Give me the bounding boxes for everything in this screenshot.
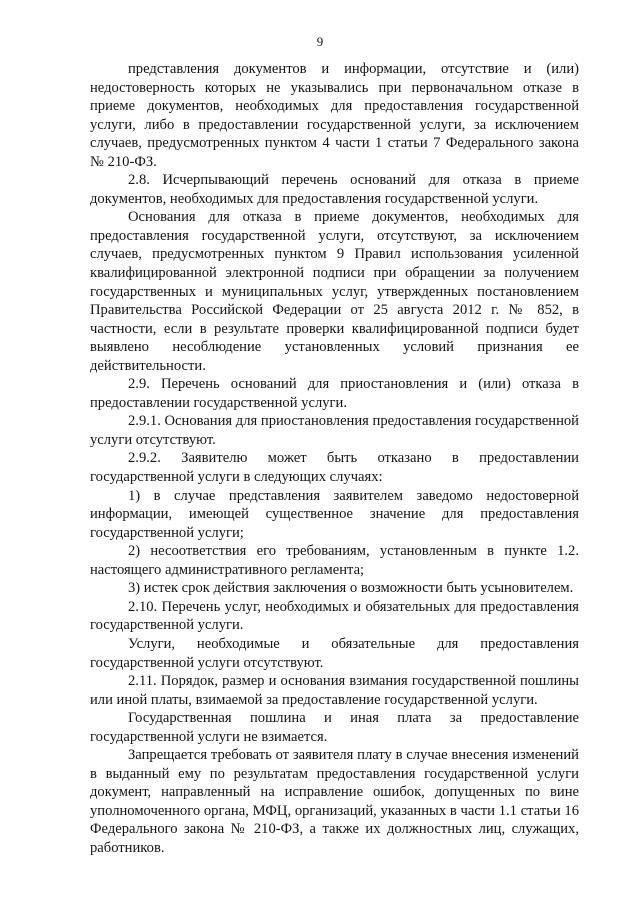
paragraph-2-8-body: Основания для отказа в приеме документов, необходимых для предоставления государственной услуги, отсутствуют, за исключением случаев, предусмотренных пунктом 9 Правил использования усиленной квалифицированной электронной подписи при обращении за получением государственных и муниципальных услуг, утвержденных постановлением Правительства Российской Федерации от 25 августа 2012 г. № 852, в частности, если в результате проверки квалифицированной подписи будет выявлено несоблюдение установленных условий признания ее действительности.: [90, 209, 579, 374]
paragraph-2-10-heading: 2.10. Перечень услуг, необходимых и обязательных для предоставления государственной услуги.: [90, 598, 579, 634]
paragraph-continuation: представления документов и информации, отсутствие и (или) недостоверность которых не указывались при первоначальном отказе в приеме документов, необходимых для предоставления государственной услуги, либо в предоставлении государственной услуги, за исключением случаев, предусмотренных пунктом 4 части 1 статьи 7 Федерального закона № 210-ФЗ.: [90, 61, 579, 170]
paragraph-2-10-body: Услуги, необходимые и обязательные для предоставления государственной услуги отсутствуют.: [90, 635, 579, 671]
paragraph-2-8-heading: 2.8. Исчерпывающий перечень оснований для отказа в приеме документов, необходимых для предоставления государственной услуги.: [90, 172, 579, 207]
paragraph-2-9-heading: 2.9. Перечень оснований для приостановления и (или) отказа в предоставлении государственной услуги.: [90, 376, 579, 411]
list-item-2: 2) несоответствия его требованиям, установленным в пункте 1.2. настоящего административного регламента;: [90, 543, 579, 578]
paragraph-2-11-heading: 2.11. Порядок, размер и основания взимания государственной пошлины или иной платы, взимаемой за предоставление государственной услуги.: [90, 673, 579, 708]
list-item-1: 1) в случае представления заявителем заведомо недостоверной информации, имеющей существенное значение для предоставления государственной услуги;: [90, 487, 579, 541]
paragraph-2-11-body: Государственная пошлина и иная плата за предоставление государственной услуги не взимается.: [90, 710, 579, 745]
paragraph-payment-prohibition: Запрещается требовать от заявителя плату в случае внесения изменений в выданный ему по результатам предоставления государственной услуги документ, направленный на исправление ошибок, допущенных по вине уполномоченного органа, МФЦ, организаций, указанных в части 1.1 статьи 16 Федерального закона № 210-ФЗ, а также их должностных лиц, служащих, работников.: [90, 747, 579, 856]
list-item-3: 3) истек срок действия заключения о возможности быть усыновителем.: [128, 580, 574, 597]
document-body: [90, 60, 579, 858]
page-number: 9: [316, 34, 324, 49]
paragraph-2-9-1: 2.9.1. Основания для приостановления предоставления государственной услуги отсутствуют.: [90, 413, 579, 448]
paragraph-2-9-2: 2.9.2. Заявителю может быть отказано в предоставлении государственной услуги в следующих случаях:: [90, 450, 579, 486]
